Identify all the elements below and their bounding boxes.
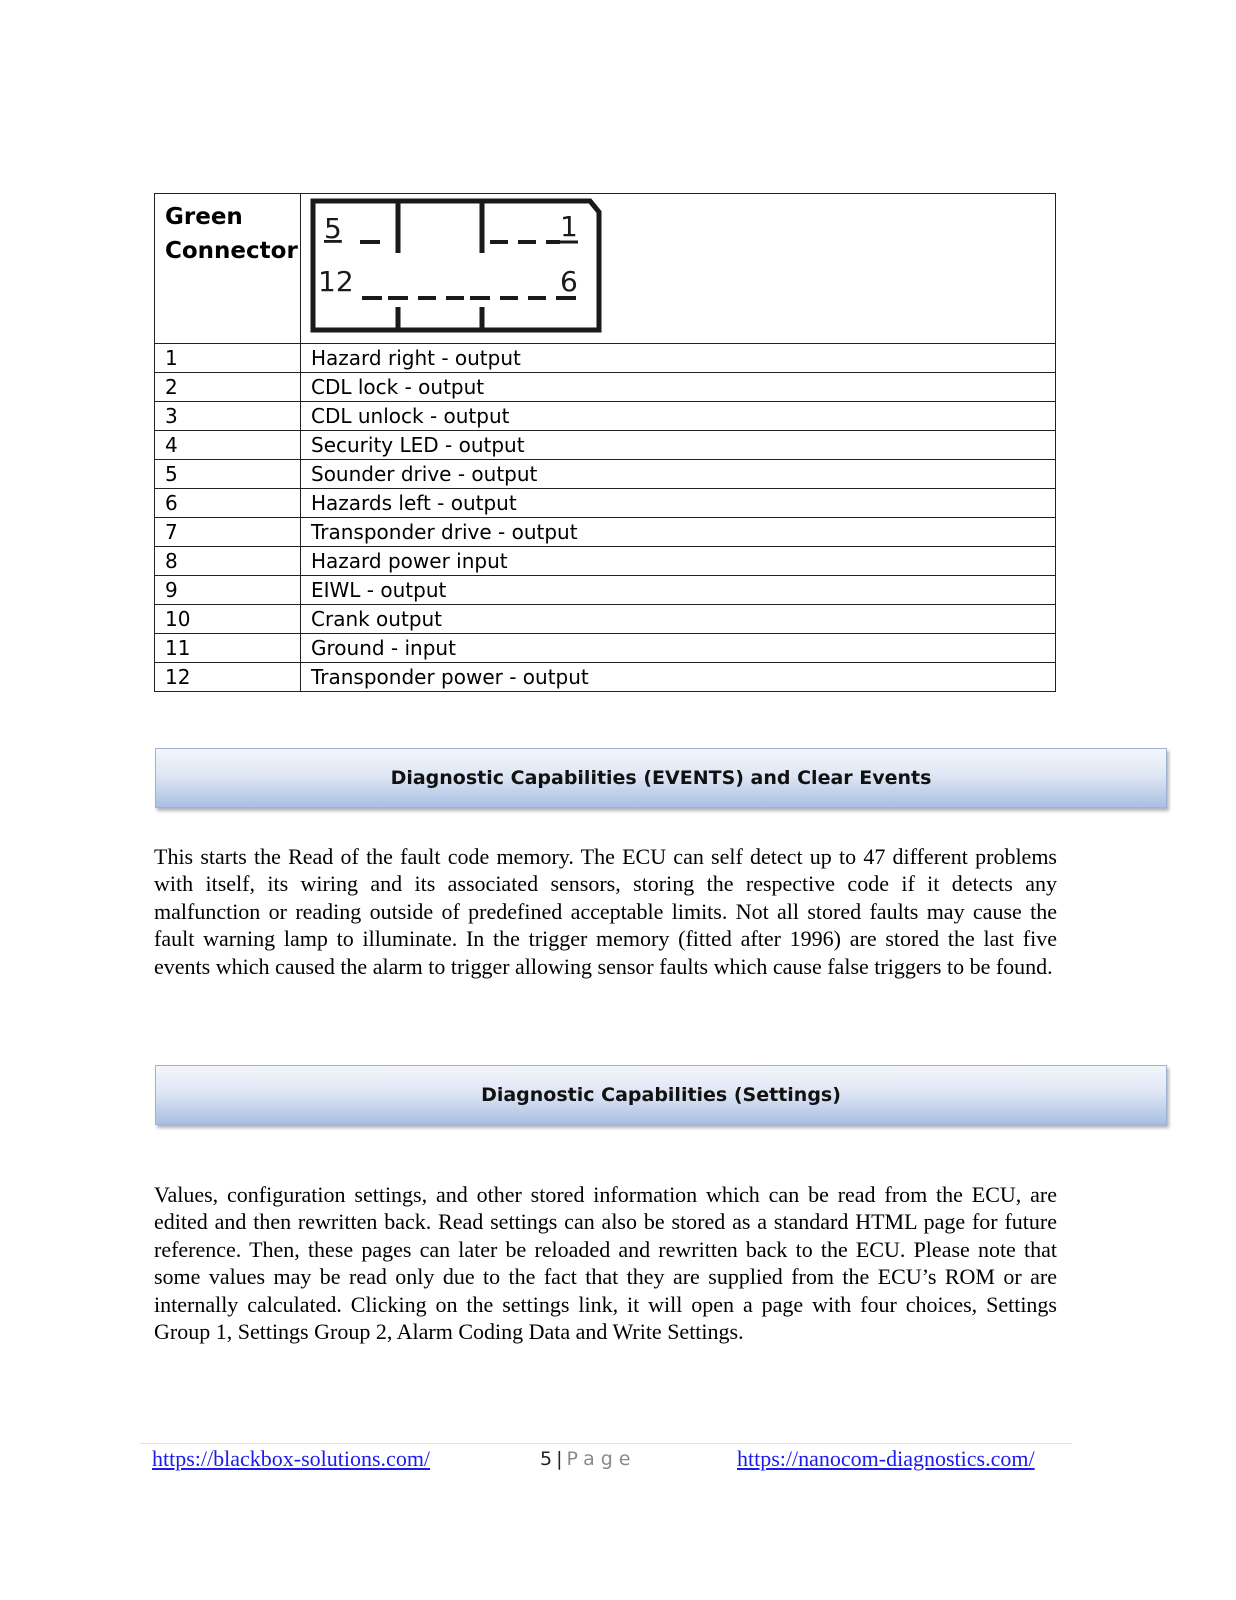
pin-description: Transponder drive - output	[301, 518, 1056, 547]
pin-row	[155, 547, 1056, 576]
pin-row	[155, 431, 1056, 460]
pin-description: CDL unlock - output	[301, 402, 1056, 431]
connector-title	[165, 200, 300, 268]
pin-row	[155, 373, 1056, 402]
pin-number: 1	[155, 344, 301, 373]
footer-link-blackbox[interactable]: https://blackbox-solutions.com/	[152, 1446, 431, 1471]
pin-number: 8	[155, 547, 301, 576]
pin-row	[155, 344, 1056, 373]
pin-row	[155, 460, 1056, 489]
pin-number: 2	[155, 373, 301, 402]
pin-number: 11	[155, 634, 301, 663]
pin-description: CDL lock - output	[301, 373, 1056, 402]
connector-title-line2: Connector	[165, 238, 298, 264]
connector-diagram-cell	[301, 194, 1056, 344]
page-number-value: 5	[540, 1448, 553, 1470]
pin-label-12: 12	[318, 265, 354, 298]
pin-description: Hazard right - output	[301, 344, 1056, 373]
pin-row	[155, 663, 1056, 692]
pin-number: 3	[155, 402, 301, 431]
pin-number: 10	[155, 605, 301, 634]
pin-number: 12	[155, 663, 301, 692]
pin-description: Security LED - output	[301, 431, 1056, 460]
pin-number: 9	[155, 576, 301, 605]
pin-row	[155, 605, 1056, 634]
pin-row	[155, 489, 1056, 518]
connector-outline	[313, 201, 599, 330]
events-paragraph: This starts the Read of the fault code memory. The ECU can self detect up to 47 different problems with itself, its wiring and its associated sensors, storing the respective code if it detects any malfunction or reading outside of predefined acceptable limits. Not all stored faults may cause the fault warning lamp to illuminate. In the trigger memory (fitted after 1996) are stored the last five events which caused the alarm to trigger allowing sensor faults which cause false triggers to be found.	[154, 844, 1057, 979]
pin-label-6: 6	[560, 265, 578, 298]
page-word: Page	[566, 1448, 637, 1470]
pin-row	[155, 402, 1056, 431]
connector-title-line1: Green	[165, 204, 243, 230]
pin-row	[155, 576, 1056, 605]
section-heading-events: Diagnostic Capabilities (EVENTS) and Clear Events	[155, 748, 1167, 808]
pin-description: Crank output	[301, 605, 1056, 634]
pin-description: Hazard power input	[301, 547, 1056, 576]
page-number-separator: |	[556, 1448, 563, 1470]
page-number	[540, 1448, 637, 1470]
pin-description: Ground - input	[301, 634, 1056, 663]
footer-divider	[140, 1443, 1072, 1444]
section-heading-settings: Diagnostic Capabilities (Settings)	[155, 1065, 1167, 1125]
pin-label-1: 1	[560, 210, 578, 243]
pin-row	[155, 634, 1056, 663]
pin-number: 4	[155, 431, 301, 460]
pin-description: EIWL - output	[301, 576, 1056, 605]
connector-header-row	[155, 194, 1056, 344]
pin-number: 7	[155, 518, 301, 547]
pinout-table	[154, 193, 1056, 692]
pin-description: Transponder power - output	[301, 663, 1056, 692]
connector-title-cell	[155, 194, 301, 344]
pin-row	[155, 518, 1056, 547]
footer-link-nanocom[interactable]: https://nanocom-diagnostics.com/	[737, 1446, 1035, 1471]
connector-diagram	[310, 198, 602, 334]
pin-number: 5	[155, 460, 301, 489]
pin-number: 6	[155, 489, 301, 518]
pin-description: Hazards left - output	[301, 489, 1056, 518]
pin-label-5: 5	[324, 212, 342, 245]
settings-paragraph: Values, configuration settings, and other stored information which can be read from the ECU, are edited and then rewritten back. Read settings can also be stored as a standard HTML page for future reference. Then, these pages can later be reloaded and rewritten back to the ECU. Please note that some values may be read only due to the fact that they are supplied from the ECU’s ROM or are internally calculated. Clicking on the settings link, it will open a page with four choices, Settings Group 1, Settings Group 2, Alarm Coding Data and Write Settings.	[154, 1182, 1057, 1345]
pin-description: Sounder drive - output	[301, 460, 1056, 489]
